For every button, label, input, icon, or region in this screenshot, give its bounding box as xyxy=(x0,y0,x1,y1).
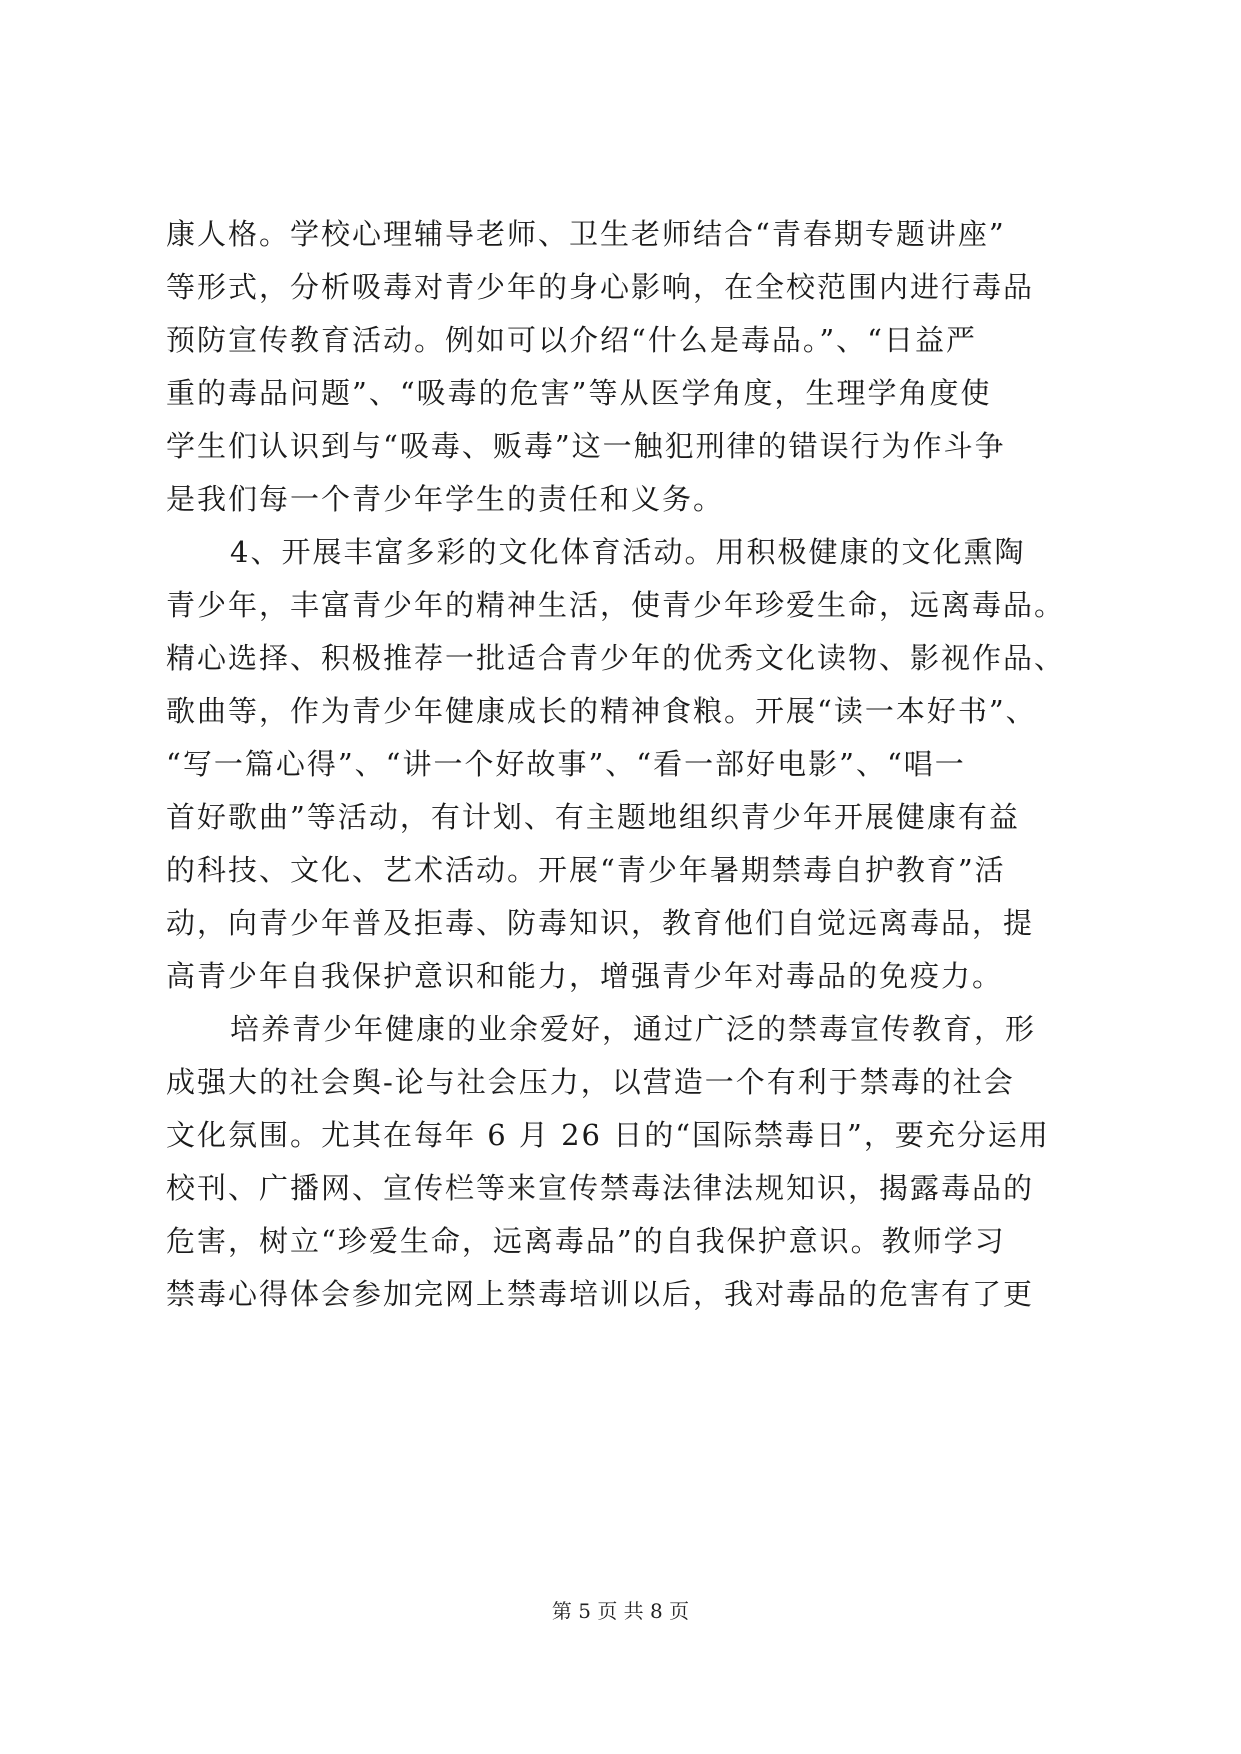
body-text-line: 预防宣传教育活动。例如可以介绍“什么是毒品。”、“日益严 xyxy=(166,323,977,357)
body-text-line: 歌曲等，作为青少年健康成长的精神食粮。开展“读一本好书”、 xyxy=(166,694,1037,728)
body-text-line: 培养青少年健康的业余爱好，通过广泛的禁毒宣传教育，形 xyxy=(230,1012,1037,1046)
body-text-line: 是我们每一个青少年学生的责任和义务。 xyxy=(166,482,725,516)
page-number-footer: 第 5 页 共 8 页 xyxy=(551,1599,690,1623)
body-text-line: 成强大的社会舆-论与社会压力，以营造一个有利于禁毒的社会 xyxy=(166,1065,1015,1099)
body-text-line: 精心选择、积极推荐一批适合青少年的优秀文化读物、影视作品、 xyxy=(166,641,1066,675)
body-text-line: 校刊、广播网、宣传栏等来宣传禁毒法律法规知识，揭露毒品的 xyxy=(166,1171,1035,1205)
body-text-line: 首好歌曲”等活动，有计划、有主题地组织青少年开展健康有益 xyxy=(166,800,1020,834)
body-text-line: 等形式，分析吸毒对青少年的身心影响，在全校范围内进行毒品 xyxy=(166,270,1035,304)
body-text-line: 禁毒心得体会参加完网上禁毒培训以后，我对毒品的危害有了更 xyxy=(166,1277,1035,1311)
body-text-line: 康人格。学校心理辅导老师、卫生老师结合“青春期专题讲座” xyxy=(166,217,1006,251)
body-text-line: 4、开展丰富多彩的文化体育活动。用积极健康的文化熏陶 xyxy=(230,535,1026,569)
body-text-line: 文化氛围。尤其在每年 6 月 26 日的“国际禁毒日”，要充分运用 xyxy=(166,1118,1050,1152)
body-text-line: 重的毒品问题”、“吸毒的危害”等从医学角度，生理学角度使 xyxy=(166,376,992,410)
body-text-line: 动，向青少年普及拒毒、防毒知识，教育他们自觉远离毒品，提 xyxy=(166,906,1035,940)
body-text-line: 青少年，丰富青少年的精神生活，使青少年珍爱生命，远离毒品。 xyxy=(166,588,1066,622)
body-text-line: “写一篇心得”、“讲一个好故事”、“看一部好电影”、“唱一 xyxy=(166,747,966,781)
body-text-line: 的科技、文化、艺术活动。开展“青少年暑期禁毒自护教育”活 xyxy=(166,853,1006,887)
body-text-line: 学生们认识到与“吸毒、贩毒”这一触犯刑律的错误行为作斗争 xyxy=(166,429,1006,463)
body-text-line: 危害，树立“珍爱生命，远离毒品”的自我保护意识。教师学习 xyxy=(166,1224,1006,1258)
body-text-line: 高青少年自我保护意识和能力，增强青少年对毒品的免疫力。 xyxy=(166,959,1004,993)
